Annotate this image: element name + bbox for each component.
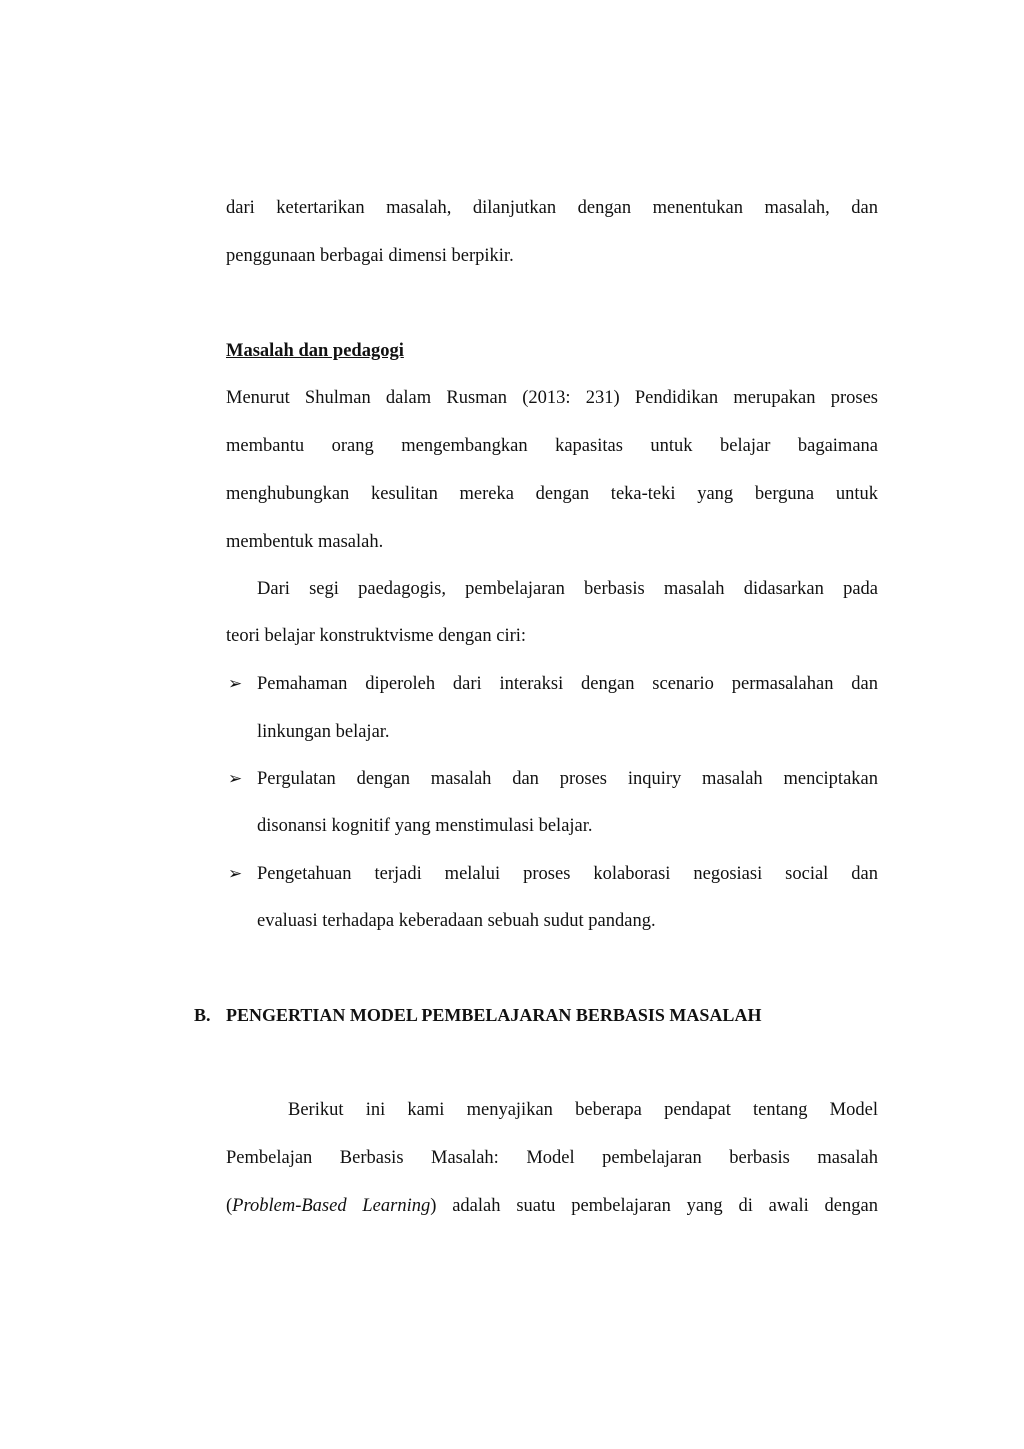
intro-line-2: penggunaan berbagai dimensi berpikir.	[226, 246, 514, 266]
italic-term: Problem-Based Learning	[232, 1196, 431, 1216]
section-label: B.	[194, 1005, 211, 1025]
paragraph-text: ) adalah suatu pembelajaran yang di awali dengan	[430, 1196, 878, 1216]
section-heading: PENGERTIAN MODEL PEMBELAJARAN BERBASIS MASALAH	[226, 1005, 762, 1025]
arrow-bullet-icon: ➢	[228, 769, 243, 789]
bullet-item-line: Pemahaman diperoleh dari interaksi dengan scenario permasalahan dan	[257, 674, 878, 694]
arrow-bullet-icon: ➢	[228, 674, 243, 694]
bullet-item-line: linkungan belajar.	[257, 722, 390, 742]
bullet-item-line: disonansi kognitif yang menstimulasi belajar.	[257, 816, 593, 836]
bullet-item-line: Pengetahuan terjadi melalui proses kolaborasi negosiasi social dan	[257, 864, 878, 884]
paragraph-line: Menurut Shulman dalam Rusman (2013: 231) Pendidikan merupakan proses	[226, 388, 878, 408]
paragraph-line	[226, 1194, 878, 1218]
paragraph-line: Dari segi paedagogis, pembelajaran berbasis masalah didasarkan pada	[257, 579, 878, 599]
intro-line-1: dari ketertarikan masalah, dilanjutkan dengan menentukan masalah, dan	[226, 198, 878, 218]
paragraph-line: Pembelajan Berbasis Masalah: Model pembelajaran berbasis masalah	[226, 1148, 878, 1168]
paren-open: (	[226, 1196, 233, 1216]
bullet-item-line: Pergulatan dengan masalah dan proses inquiry masalah menciptakan	[257, 769, 878, 789]
paragraph-line: membentuk masalah.	[226, 532, 384, 552]
paragraph-line: teori belajar konstruktvisme dengan ciri:	[226, 626, 527, 646]
arrow-bullet-icon: ➢	[228, 864, 243, 884]
paragraph-line: menghubungkan kesulitan mereka dengan teka-teki yang berguna untuk	[226, 484, 878, 504]
subheading-masalah-pedagogi: Masalah dan pedagogi	[226, 341, 404, 361]
bullet-item-line: evaluasi terhadapa keberadaan sebuah sudut pandang.	[257, 911, 656, 931]
paragraph-line: membantu orang mengembangkan kapasitas untuk belajar bagaimana	[226, 436, 878, 456]
paragraph-line: Berikut ini kami menyajikan beberapa pendapat tentang Model	[288, 1100, 878, 1120]
